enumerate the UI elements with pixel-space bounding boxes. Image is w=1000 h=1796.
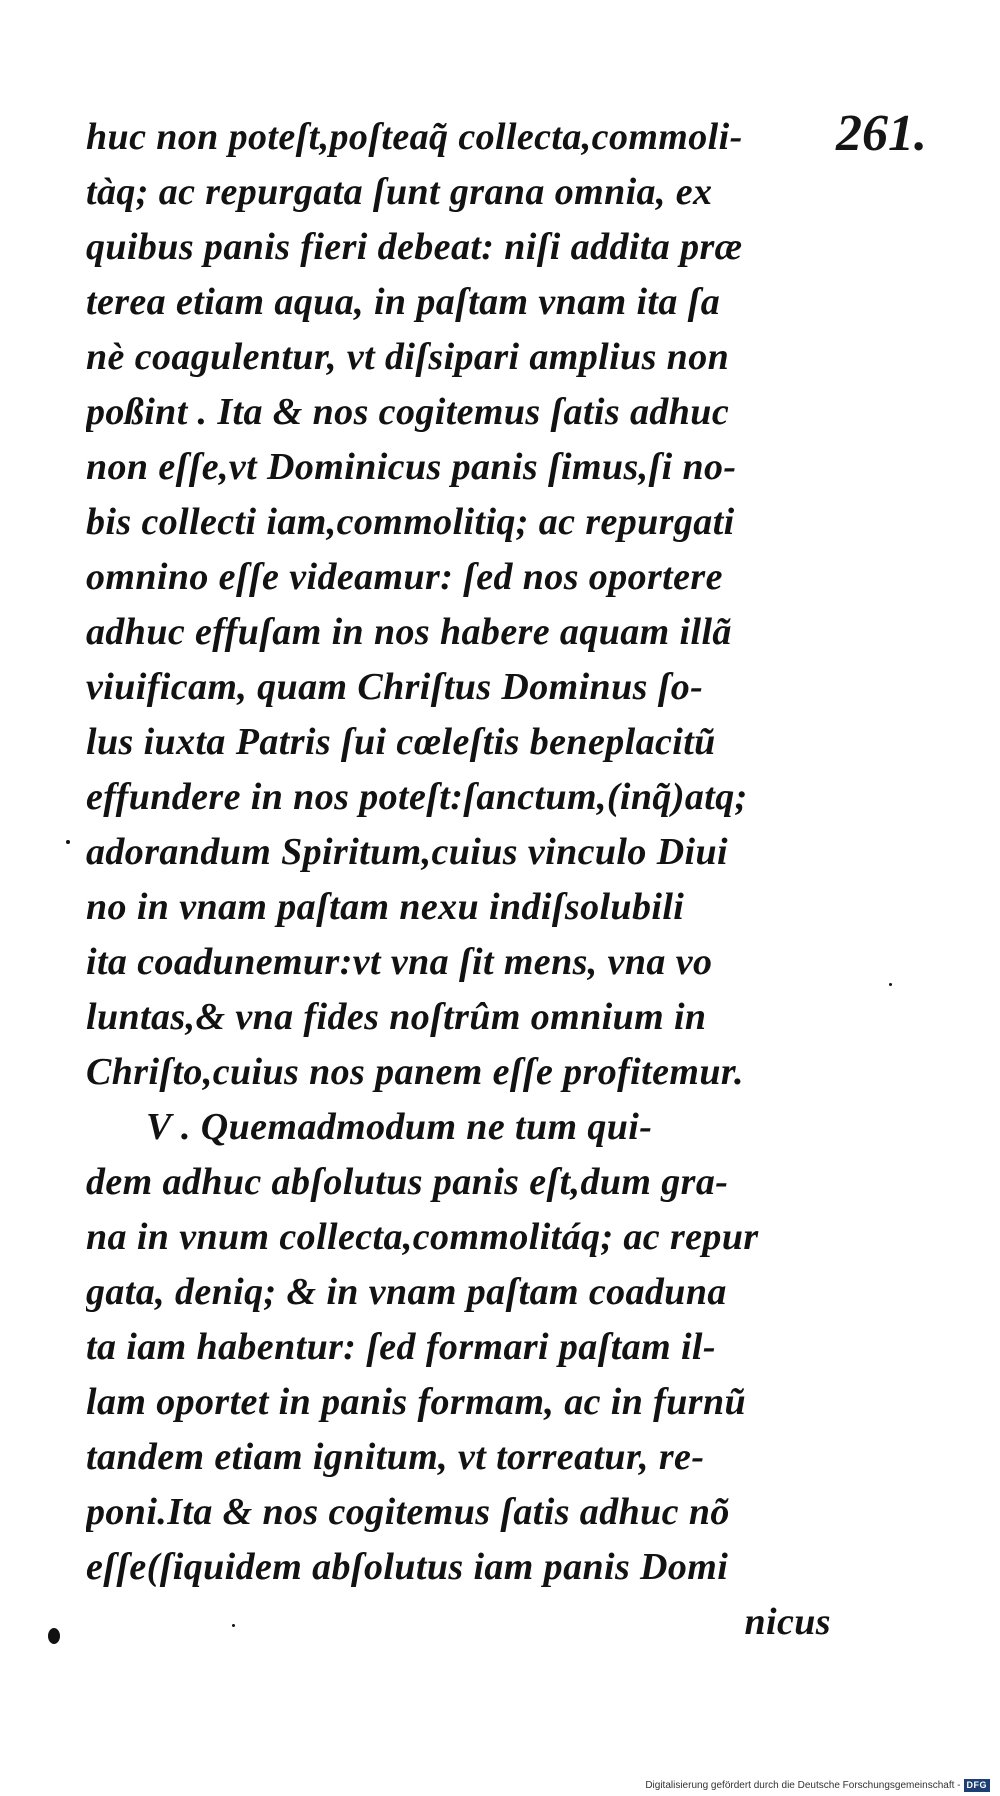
text-line: gata, deniq; & in vnam paſtam coaduna	[86, 1271, 727, 1313]
text-line: nè coagulentur, vt diſsipari amplius non	[86, 336, 730, 378]
text-line: non eſſe,vt Dominicus panis ſimus,ſi no-	[86, 446, 737, 488]
catchword: nicus	[744, 1601, 831, 1643]
text-line: luntas,& vna fides noſtrûm omnium in	[86, 996, 707, 1038]
text-line: viuificam, quam Chriſtus Dominus ſo-	[86, 666, 704, 708]
text-line: lam oportet in panis formam, ac in furnũ	[86, 1381, 747, 1423]
text-line: Chriſto,cuius nos panem eſſe profitemur.	[86, 1051, 744, 1093]
text-line: quibus panis fieri debeat: niſi addita præ	[86, 226, 743, 268]
text-line: tandem etiam ignitum, vt torreatur, re-	[86, 1436, 705, 1478]
text-line: lus iuxta Patris ſui cœleſtis beneplacitũ	[86, 721, 716, 763]
text-line: na in vnum collecta,commolitáq; ac repur	[86, 1216, 759, 1258]
text-line: poßint . Ita & nos cogitemus ſatis adhuc	[86, 391, 730, 433]
text-line: adhuc effuſam in nos habere aquam illã	[86, 611, 732, 653]
text-line: eſſe(ſiquidem abſolutus iam panis Domi	[86, 1546, 729, 1588]
text-line: terea etiam aqua, in paſtam vnam ita ſa	[86, 281, 721, 323]
body-text	[86, 110, 831, 1650]
ink-spot	[66, 840, 70, 844]
ink-spot	[889, 983, 892, 986]
ink-spot	[48, 1628, 60, 1644]
text-line: huc non poteſt,poſteaq̃ collecta,commoli-	[86, 116, 743, 158]
text-line: poni.Ita & nos cogitemus ſatis adhuc nõ	[86, 1491, 730, 1533]
ink-spot	[232, 1624, 235, 1627]
text-line: ita coadunemur:vt vna ſit mens, vna vo	[86, 941, 713, 983]
text-line: dem adhuc abſolutus panis eſt,dum gra-	[86, 1161, 729, 1203]
text-line: bis collecti iam,commolitiq; ac repurgati	[86, 501, 735, 543]
text-line: omnino eſſe videamur: ſed nos oportere	[86, 556, 723, 598]
dfg-logo: DFG	[964, 1779, 991, 1792]
text-line: adorandum Spiritum,cuius vinculo Diui	[86, 831, 728, 873]
text-line: effundere in nos poteſt:ſanctum,(inq̃)atq;	[86, 776, 748, 818]
digitization-footer	[645, 1778, 990, 1792]
footer-credit: Digitalisierung gefördert durch die Deutsche Forschungsgemeinschaft -	[645, 1779, 961, 1791]
text-line: ta iam habentur: ſed formari paſtam il-	[86, 1326, 716, 1368]
text-line: tàq; ac repurgata ſunt grana omnia, ex	[86, 171, 713, 213]
page-number: 261.	[836, 105, 927, 162]
section-start-line: V . Quemadmodum ne tum qui-	[146, 1106, 653, 1148]
text-line: no in vnam paſtam nexu indiſsolubili	[86, 886, 685, 928]
